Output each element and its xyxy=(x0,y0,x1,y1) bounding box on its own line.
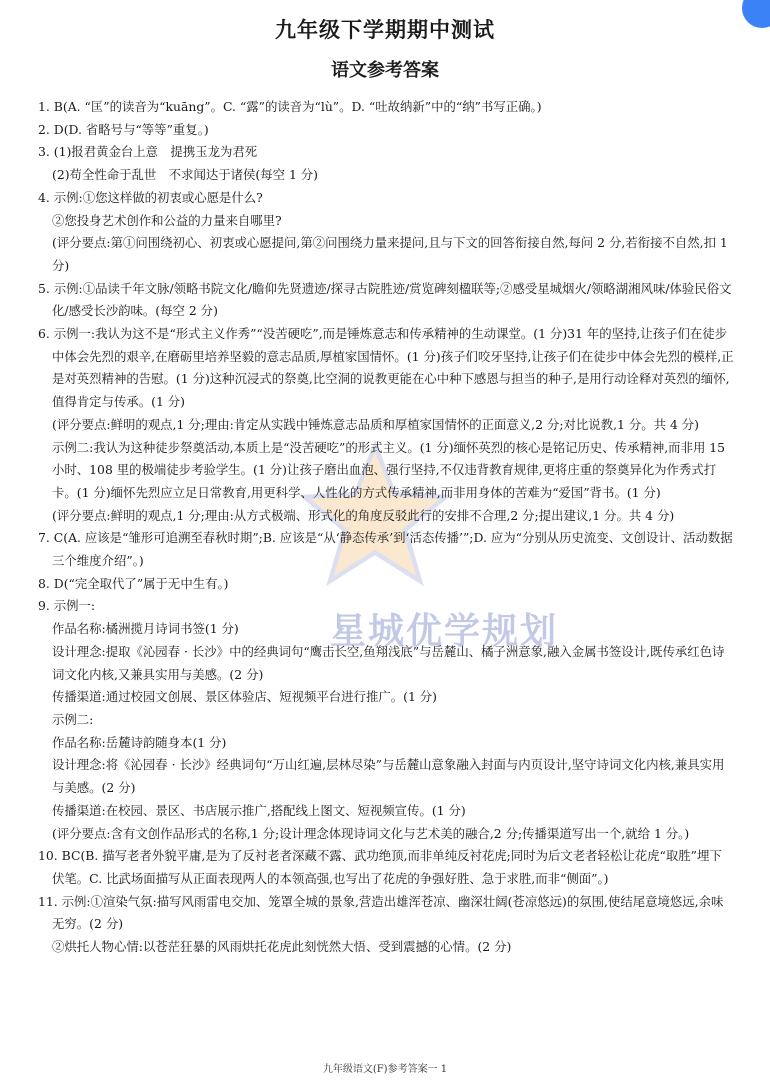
answer-item-6-example-2: 示例二:我认为这种徒步祭奠活动,本质上是“没苦硬吃”的形式主义。(1 分)缅怀英烈的核心是铭记历史、传承精神,而非用 15 小时、108 里的极端徒步考验学生。(1 分)让孩子磨出血泡、强行坚持,不仅违背教育规律,更将庄重的祭奠异化为作秀式打卡。(1 分)缅怀先烈应立足日常教育,用更科学、人性化的方式传承精神,而非用身体的苦难为“爱国”背书。(1 分) xyxy=(52,439,726,500)
answer-item-3-cont: (2)苟全性命于乱世 不求闻达于诸侯(每空 1 分) xyxy=(52,167,319,183)
answer-item-11: 11. 示例:①渲染气氛:描写风雨雷电交加、笼罩全城的景象,营造出雄浑苍凉、幽深壮阔(苍凉悠远)的氛围,使结尾意境悠远,余味无穷。(2 分) xyxy=(38,893,724,932)
answer-item-4-scoring: (评分要点:第①问围绕初心、初衷或心愿提问,第②问围绕力量来提问,且与下文的回答衔接自然,每问 2 分,若衔接不自然,扣 1 分) xyxy=(52,235,728,273)
answer-item-7: 7. C(A. 应该是“雏形可追溯至春秋时期”;B. 应该是“从‘静态传承’到‘活态传播’”;D. 应为“分别从历史流变、文创设计、活动数据三个维度介绍”。) xyxy=(38,530,733,569)
answer-item-9: 9. 示例一: xyxy=(38,598,96,614)
answer-item-9-example-2: 示例二: xyxy=(52,711,94,727)
answer-item-6-scoring-1: (评分要点:鲜明的观点,1 分;理由:肯定从实践中锤炼意志品质和厚植家国情怀的正面意义,2 分;对比说教,1 分。共 4 分) xyxy=(52,416,699,432)
answer-item-3: 3. (1)报君黄金台上意 提携玉龙为君死 xyxy=(38,144,258,160)
answer-item-9-channel-2: 传播渠道:在校园、景区、书店展示推广,搭配线上图文、短视频宣传。(1 分) xyxy=(52,802,466,818)
page-subtitle: 语文参考答案 xyxy=(331,60,439,81)
answer-item-9-name-2: 作品名称:岳麓诗韵随身本(1 分) xyxy=(52,734,227,750)
answer-item-9-channel-1: 传播渠道:通过校园文创展、景区体验店、短视频平台进行推广。(1 分) xyxy=(52,689,437,705)
answer-item-5: 5. 示例:①品读千年文脉/领略书院文化/瞻仰先贤遗迹/探寻古院胜迹/赏览碑刻楹联等;②感受星城烟火/领略湖湘风味/体验民俗文化/感受长沙韵味。(每空 2 分) xyxy=(38,280,732,319)
page-footer: 九年级语文(F)参考答案一 1 xyxy=(322,1064,448,1075)
page-title: 九年级下学期期中测试 xyxy=(275,17,495,42)
answer-item-6: 6. 示例一:我认为这不是“形式主义作秀”“没苦硬吃”,而是锤炼意志和传承精神的生动课堂。(1 分)31 年的坚持,让孩子们在徒步中体会先烈的艰辛,在磨砺里培养坚毅的意志品质,厚植家国情怀。(1 分)孩子们咬牙坚持,让孩子们在徒步中体会先烈的模样,正是对英烈精神的告慰。(1 分)这种沉浸式的祭奠,比空洞的说教更能在心中种下感恩与担当的种子,是用行动诠释对英烈的缅怀,值得肯定与传承。(1 分) xyxy=(38,326,734,410)
answer-item-11-part-2: ②烘托人物心情:以苍茫狂暴的风雨烘托花虎此刻恍然大悟、受到震撼的心情。(2 分) xyxy=(52,939,512,955)
answer-item-4: 4. 示例:①您这样做的初衷或心愿是什么? xyxy=(38,189,263,205)
answer-item-10: 10. BC(B. 描写老者外貌平庸,是为了反衬老者深藏不露、武功绝顶,而非单纯反衬花虎;同时为后文老者轻松让花虎“取胜”埋下伏笔。C. 比武场面描写从正面表现两人的本领高强,也写出了花虎的争强好胜、急于求胜,而非“侧面”。) xyxy=(38,848,722,886)
answer-list xyxy=(38,96,734,959)
answer-item-9-scoring: (评分要点:含有文创作品形式的名称,1 分;设计理念体现诗词文化与艺术美的融合,2 分;传播渠道写出一个,就给 1 分。) xyxy=(52,825,690,841)
answer-item-8: 8. D(“完全取代了”属于无中生有。) xyxy=(38,575,229,591)
watermark-text: 星城优学规划 xyxy=(330,611,559,652)
answer-item-9-name-1: 作品名称:橘洲揽月诗词书签(1 分) xyxy=(52,621,239,637)
answer-item-1: 1. B(A. “匡”的读音为“kuāng”。C. “露”的读音为“lù”。D. “吐故纳新”中的“纳”书写正确。) xyxy=(38,99,542,114)
answer-item-9-design-2: 设计理念:将《沁园春 · 长沙》经典词句“万山红遍,层林尽染”与岳麓山意象融入封面与内页设计,坚守诗词文化内核,兼具实用与美感。(2 分) xyxy=(52,757,725,796)
answer-item-4-q2: ②您投身艺术创作和公益的力量来自哪里? xyxy=(52,212,282,228)
answer-item-6-scoring-2: (评分要点:鲜明的观点,1 分;理由:从方式极端、形式化的角度反驳此行的安排不合理,2 分;提出建议,1 分。共 4 分) xyxy=(52,507,675,523)
answer-item-9-design-1: 设计理念:提取《沁园春 · 长沙》中的经典词句“鹰击长空,鱼翔浅底”与岳麓山、橘子洲意象,融入金属书签设计,既传承红色诗词文化内核,又兼具实用与美感。(2 分) xyxy=(52,643,725,682)
answer-item-2: 2. D(D. 省略号与“等等”重复。) xyxy=(38,121,209,137)
